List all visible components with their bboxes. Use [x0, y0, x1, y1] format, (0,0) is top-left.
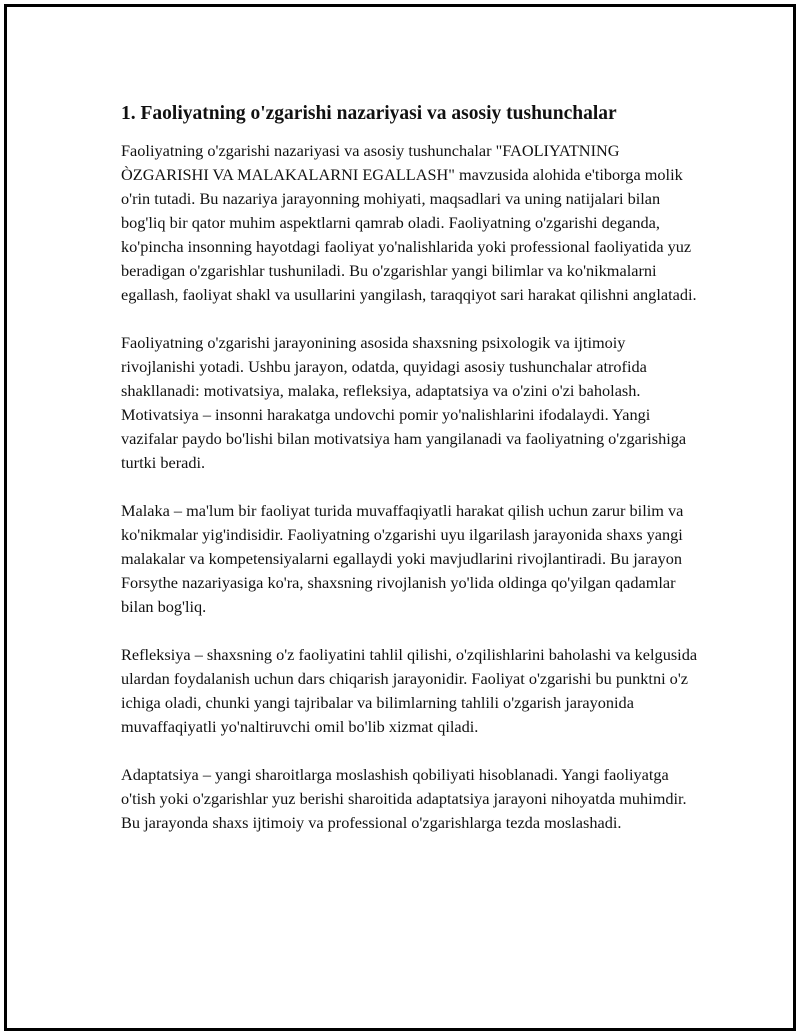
paragraph-motivation: Faoliyatning o'zgarishi jarayonining asosida shaxsning psixologik va ijtimoiy rivojlanishi yotadi. Ushbu jarayon, odatda, quyidagi asosiy tushunchalar atrofida shakllanadi: motivatsiya, malaka, refleksiya, adaptatsiya va o'zini o'zi baholash. Motivatsiya – insonni harakatga undovchi pomir yo'nalishlarini ifodalaydi. Yangi vazifalar paydo bo'lishi bilan motivatsiya ham yangilanadi va faoliyatning o'zgarishiga turtki beradi. [121, 333, 687, 472]
paragraph-reflection: Refleksiya – shaxsning o'z faoliyatini tahlil qilishi, o'zqilishlarini baholashi va kelgusida ulardan foydalanish uchun dars chiqarish jarayonidir. Faoliyat o'zgarishi bu punktni o'z ichiga oladi, chunki yangi tajribalar va bilimlarning tahlili o'zgarish jarayonida muvaffaqiyatli yo'naltiruvchi omil bo'lib xizmat qiladi. [121, 645, 698, 736]
paragraph-adaptation: Adaptatsiya – yangi sharoitlarga moslashish qobiliyati hisoblanadi. Yangi faoliyatga o'tish yoki o'zgarishlar yuz berishi sharoitida adaptatsiya jarayoni nihoyatda muhimdir. Bu jarayonda shaxs ijtimoiy va professional o'zgarishlarga tezda moslashadi. [121, 765, 687, 832]
section-heading: 1. Faoliyatning o'zgarishi nazariyasi va asosiy tushunchalar [121, 103, 617, 124]
document-body [121, 101, 701, 859]
paragraph-skill: Malaka – ma'lum bir faoliyat turida muvaffaqiyatli harakat qilish uchun zarur bilim va ko'nikmalar yig'indisidir. Faoliyatning o'zgarishi uyu ilgarilash jarayonida shaxs yangi malakalar va kompetensiyalarni egallaydi yoki mavjudlarini rivojlantiradi. Bu jarayon Forsythe nazariyasiga ko'ra, shaxsning rivojlanish yo'lida oldinga qo'yilgan qadamlar bilan bog'liq. [121, 501, 684, 616]
page-frame [4, 4, 796, 1031]
paragraph-intro: Faoliyatning o'zgarishi nazariyasi va asosiy tushunchalar "FAOLIYATNING ÒZGARISHI VA MALAKALARNI EGALLASH" mavzusida alohida e'tiborga molik o'rin tutadi. Bu nazariya jarayonning mohiyati, maqsadlari va uning natijalari bilan bog'liq bir qator muhim aspektlarni qamrab oladi. Faoliyatning o'zgarishi deganda, ko'pincha insonning hayotdagi faoliyat yo'nalishlarida yoki professional faoliyatida yuz beradigan o'zgarishlar tushuniladi. Bu o'zgarishlar yangi bilimlar va ko'nikmalarni egallash, faoliyat shakl va usullarini yangilash, taraqqiyot sari harakat qilishni anglatadi. [121, 141, 697, 304]
